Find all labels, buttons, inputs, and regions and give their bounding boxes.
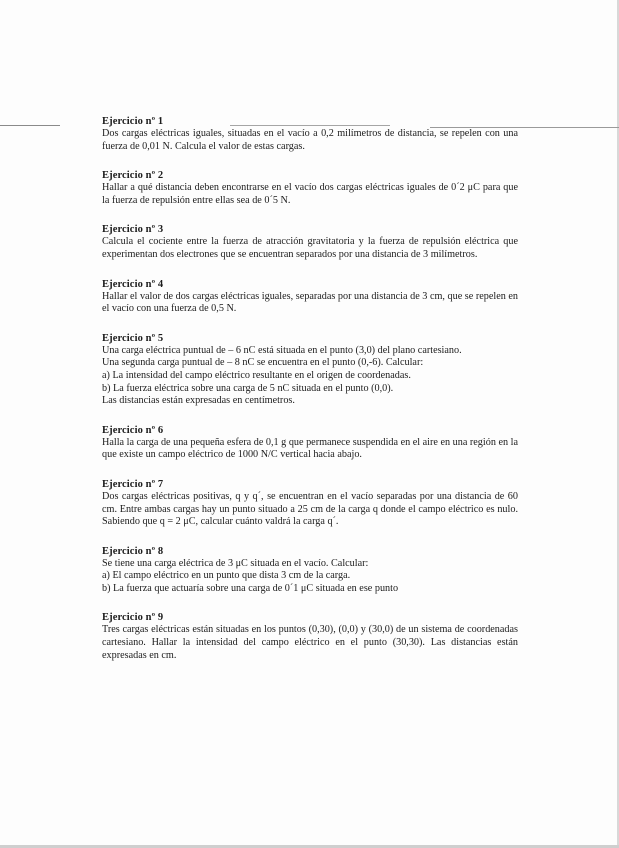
exercise-item-a: a) El campo eléctrico en un punto que dista 3 cm de la carga. (102, 570, 351, 582)
exercise-title: Ejercicio nº 6 (102, 424, 164, 436)
exercise-2 (102, 169, 518, 207)
exercise-title: Ejercicio nº 4 (102, 278, 164, 290)
exercise-text: Tres cargas eléctricas están situadas en los puntos (0,30), (0,0) y (30,0) de un sistema de coordenadas cartesiano. Hallar la intensidad del campo eléctrico en el punto (30,30). Las distancias están expresadas en cm. (102, 624, 518, 661)
exercise-title: Ejercicio nº 5 (102, 332, 164, 344)
exercise-3 (102, 223, 518, 261)
exercise-6 (102, 424, 518, 462)
exercise-title: Ejercicio nº 8 (102, 545, 164, 557)
scan-artifact-line-left (0, 125, 60, 126)
exercise-text: Dos cargas eléctricas iguales, situadas en el vacío a 0,2 milímetros de distancia, se repelen con una fuerza de 0,01 N. Calcula el valor de estas cargas. (102, 128, 518, 152)
exercise-note: Las distancias están expresadas en centímetros. (102, 395, 295, 407)
exercise-8 (102, 545, 518, 596)
exercise-title: Ejercicio nº 7 (102, 478, 164, 490)
exercise-1 (102, 115, 518, 153)
exercise-text: Hallar a qué distancia deben encontrarse en el vacío dos cargas eléctricas iguales de 0´2 μC para que la fuerza de repulsión entre ellas sea de 0´5 N. (102, 182, 518, 206)
exercise-title: Ejercicio nº 9 (102, 612, 164, 624)
exercise-text: Una segunda carga puntual de – 8 nC se encuentra en el punto (0,-6). Calcular: (102, 357, 424, 369)
exercise-title: Ejercicio nº 1 (102, 116, 164, 127)
exercise-text: Halla la carga de una pequeña esfera de 0,1 g que permanece suspendida en el aire en una región en la que existe un campo eléctrico de 1000 N/C vertical hacia abajo. (102, 436, 518, 461)
exercise-text: Dos cargas eléctricas positivas, q y q´, se encuentran en el vacío separadas por una distancia de 60 cm. Entre ambas cargas hay un punto situado a 25 cm de la carga q donde el campo eléctrico es nulo. Sabiendo que q = 2 μC, calcular cuánto valdrá la carga q´. (102, 490, 518, 528)
exercise-title: Ejercicio nº 3 (102, 224, 164, 236)
exercise-item-a: a) La intensidad del campo eléctrico resultante en el origen de coordenadas. (102, 369, 411, 381)
exercise-item-b: b) La fuerza que actuaría sobre una carga de 0´1 μC situada en ese punto (102, 582, 399, 594)
exercise-7 (102, 478, 518, 529)
exercise-text: Se tiene una carga eléctrica de 3 μC situada en el vacío. Calcular: (102, 557, 369, 569)
exercise-text: Calcula el cociente entre la fuerza de atracción gravitatoria y la fuerza de repulsión eléctrica que experimentan dos electrones que se encuentran separados por una distancia de 3 milímetros. (102, 236, 518, 260)
exercise-list (102, 115, 518, 678)
exercise-item-b: b) La fuerza eléctrica sobre una carga de 5 nC situada en el punto (0,0). (102, 382, 394, 394)
exercise-4 (102, 278, 518, 316)
exercise-title: Ejercicio nº 2 (102, 170, 164, 182)
exercise-text: Hallar el valor de dos cargas eléctricas iguales, separadas por una distancia de 3 cm, que se repelen en el vacío con una fuerza de 0,5 N. (102, 290, 518, 315)
exercise-9 (102, 611, 518, 662)
exercise-text: Una carga eléctrica puntual de – 6 nC está situada en el punto (3,0) del plano cartesiano. (102, 344, 462, 356)
exercise-5 (102, 332, 518, 408)
